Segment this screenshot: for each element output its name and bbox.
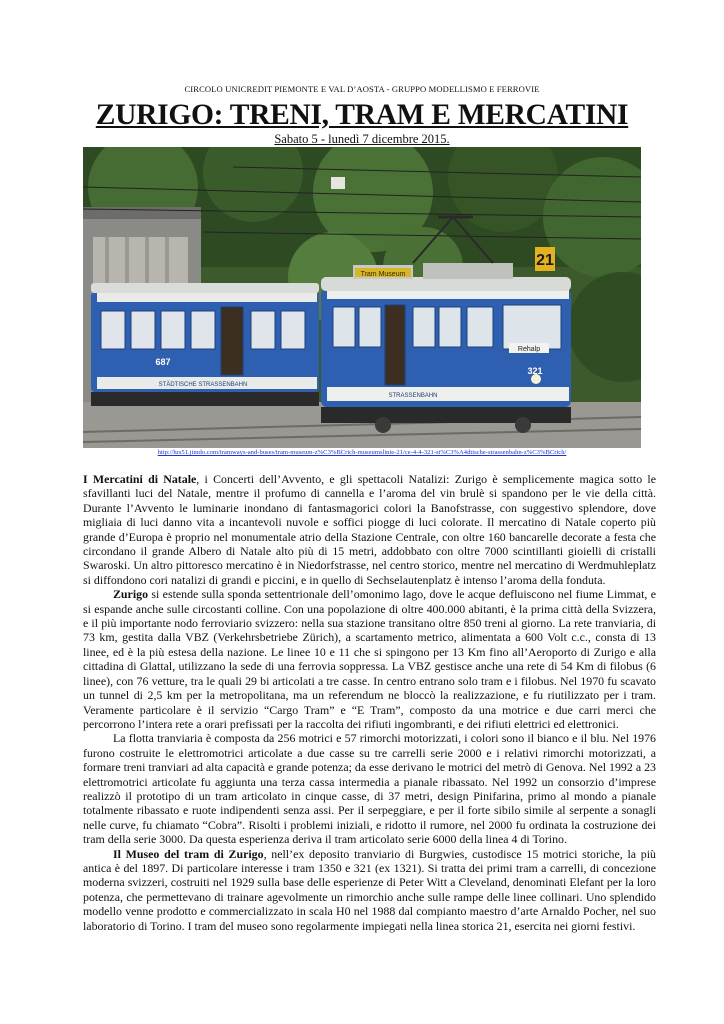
paragraph-lead: Il Museo del tram di Zurigo [113,846,264,861]
page-title: ZURIGO: TRENI, TRAM E MERCATINI [95,99,629,131]
organization-header: CIRCOLO UNICREDIT PIEMONTE E VAL D’AOSTA - GRUPPO MODELLISMO E FERROVIE [184,84,540,94]
photo-credit-link[interactable]: http://hrs51.jimdo.com/tramways-and-buses/tram-museum-z%C3%BCrich-museumslinie-21/ce-4-4-321-st%C3%A4dtische-strassenbahn-z%C3%BCrich/ [157,449,567,456]
destination-sign: Rehalp [517,346,541,353]
paragraph-text: , nell’ex deposito tranviario di Burgwies, custodisce 15 motrici storiche, la più antica è del 1897. Di particolare interesse i tram 1350 e 321 (ex 1321). Si tratta dei primi tram a carrelli, di concezione moderna svizzeri, costruiti nel 1929 sulla base delle esperienze di Peter Witt a Cleveland, denominati Elefant per la loro potenza, che permettevano di trainare agevolmente un rimorchio anche sulle rampe delle linee collinari. Uno splendido modello venne prodotto e commercializzato in scala H0 nel 1988 dal compianto maestro d’arte Arnaldo Pocher, nel suo laboratorio di Torino. I tram del museo sono regolarmente impiegati nella linea storica 21, esercita nei giorni festivi. [83,846,656,933]
roof-sign: Tram Museum [360,271,406,278]
paragraph-lead: I Mercatini di Natale [83,472,197,486]
paragraph-lead: Zurigo [113,587,149,602]
paragraph-mercatini [83,472,656,587]
trailer-number: 687 [155,357,171,367]
car-lettering: STRASSENBAHN [388,393,438,399]
tram-photo [83,147,641,448]
paragraph-museo [83,847,656,933]
car-number: 321 [527,366,543,376]
paragraph-flotta [83,731,656,846]
date-subtitle: Sabato 5 - lunedì 7 dicembre 2015. [274,132,450,146]
paragraph-text: si estende sulla sponda settentrionale dell’omonimo lago, dove le acque defluiscono nel fiume Limmat, e si espande anche sulle circostanti colline. Con una popolazione di oltre 400.000 abitanti, è la prima città della Svizzera, e il più importante nodo ferroviario svizzero: nella sua stazione transitano oltre 850 treni al giorno. La rete tranviaria, di 73 km, gestita dalla VBZ (Verkehrsbetriebe Zürich), a scartamento metrico, alimentata a 600 Volt c.c., consta di 13 linee, ed è la più estesa della nazione. Le linee 10 e 11 che si spingono per 13 Km fino all’Aeroporto di Zurigo e alla cittadina di Glattal, utilizzano la sede di una ferrovia soppressa. La VBZ gestisce anche una rete di 54 Km di filobus (6 linee), con 76 vetture, tra le quali 29 bi articolati a tre casse. In centro entrano solo tram e i filobus. Nel 1970 fu scavato un tunnel di 2,5 km per la metropolitana, ma un referendum ne bloccò la realizzazione, e fu riutilizzato per i tram. Veramente particolare è il servizio “Cargo Tram” e “E Tram”, composto da una motrice e due carri merci che percorrono l’intera rete a orari prefissati per la raccolta dei rifiuti ingombranti, e dei rifiuti elettrici ed elettronici. [83,587,656,731]
paragraph-text: , i Concerti dell’Avvento, e gli spettacoli Natalizi: Zurigo è semplicemente magica sotto le sfavillanti luci del Natale, mentre il profumo di cannella e l’aroma del vin brulè si spandono per le vie della città. Durante l’Avvento le luminarie inondano di fantasmagorici colori la Banofstrasse, con suggestivo splendore, dove migliaia di luci danno vita a incantevoli nuvole e soffici piogge di luci colorate. Il mercatino di Natale coperto più grande d’Europa è proprio nel monumentale atrio della Stazione Centrale, con oltre 160 bancarelle decorate a festa che circondano il grande Albero di Natale alto più di 15 metri, addobbato con oltre 7000 scintillanti gioielli di cristalli Swaroski. Un altro pittoresco mercatino è in Niedorfstrasse, nel centro storico, mentre nel mercatino di Werdmuhleplatz si diffondono cori natalizi di grandi e piccini, e in quello di Sechselautenplatz è intenso l’aroma della fonduta. [83,472,656,587]
article-body [83,472,656,933]
paragraph-zurigo [83,587,656,731]
route-number-sign: 21 [536,252,554,269]
trailer-lettering: STÄDTISCHE STRASSENBAHN [158,382,248,388]
paragraph-text: La flotta tranviaria è composta da 256 motrici e 57 rimorchi motorizzati, i colori sono il bianco e il blu. Nel 1976 furono costruite le elettromotrici articolate a due casse su tre carrelli serie 2000 e i relativi rimorchi motorizzati, a formare treni tranviari ad alta capacità e grande potenza; da esse derivano le motrici del metrò di Genova. Nel 1992 a 23 elettromotrici articolate fu aggiunta una terza cassa intermedia a pianale ribassato. Nel 1992 un consorzio d’imprese realizzò il prototipo di un tram articolato in cinque casse, di 37 metri, design Pinifarina, primo al mondo a pianale totalmente ribassato e ruote indipendenti senza assi. Per il serpeggiare, e per il forte sibilo simile al serpente a sonagli nelle curve, fu chiamato “Cobra”. Risolti i problemi iniziali, e ridotto il rumore, nel 2000 fu ordinata la costruzione dei tram della serie 3000. Da questa esperienza deriva il tram articolato serie 6000 della linea 4 di Torino. [83,731,656,847]
